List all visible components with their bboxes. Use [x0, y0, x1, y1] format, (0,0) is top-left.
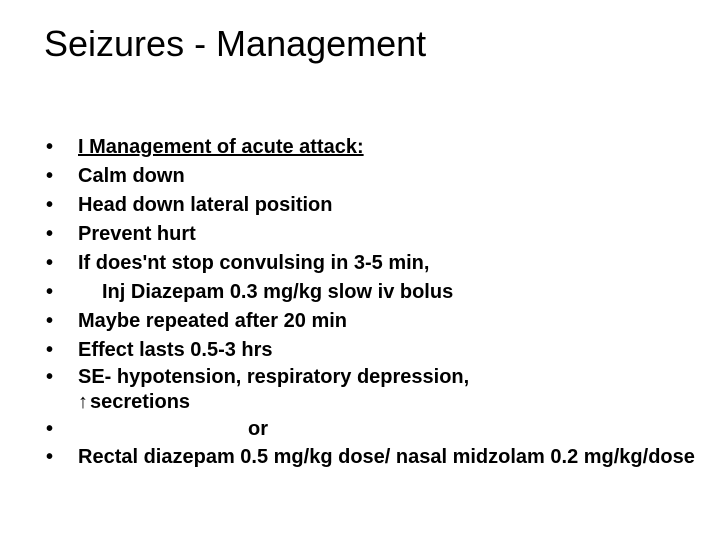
list-item-text: Effect lasts 0.5-3 hrs — [78, 339, 273, 361]
list-item-text: If does'nt stop convulsing in 3-5 min, — [78, 252, 430, 274]
bullet-icon: • — [46, 418, 54, 440]
list-item-text: Prevent hurt — [78, 223, 196, 245]
list-item — [0, 278, 720, 307]
list-item — [0, 162, 720, 191]
list-item — [0, 444, 720, 470]
list-item-text: Maybe repeated after 20 min — [78, 310, 347, 332]
list-item — [0, 220, 720, 249]
bullet-icon: • — [46, 194, 54, 216]
slide-title: Seizures - Management — [44, 23, 427, 64]
bullet-icon: • — [46, 281, 54, 303]
list-item — [0, 336, 720, 365]
list-item-text: Inj Diazepam 0.3 mg/kg slow iv bolus — [102, 281, 454, 303]
list-item — [0, 415, 720, 444]
list-item-text: SE- hypotension, respiratory depression, — [78, 366, 470, 388]
list-item — [0, 307, 720, 336]
bullet-icon: • — [46, 165, 54, 187]
list-item — [0, 133, 720, 162]
bullet-icon: • — [46, 252, 54, 274]
bullet-icon: • — [46, 136, 54, 158]
bullet-icon: • — [46, 310, 54, 332]
bullet-list — [0, 133, 720, 470]
list-item-text: Calm down — [78, 165, 185, 187]
section-heading: I Management of acute attack: — [78, 136, 364, 158]
up-arrow-icon: ↑ — [78, 391, 88, 413]
list-item-text: Rectal diazepam 0.5 mg/kg dose/ nasal midzolam 0.2 mg/kg/dose — [78, 446, 695, 468]
list-item — [0, 249, 720, 278]
list-item — [0, 365, 720, 415]
secretions-text: secretions — [90, 391, 191, 413]
list-item — [0, 191, 720, 220]
bullet-icon: • — [46, 223, 54, 245]
bullet-icon: • — [46, 339, 54, 361]
bullet-icon: • — [46, 366, 54, 388]
list-item-text: Head down lateral position — [78, 194, 333, 216]
or-text: or — [248, 418, 268, 440]
bullet-icon: • — [46, 446, 54, 468]
